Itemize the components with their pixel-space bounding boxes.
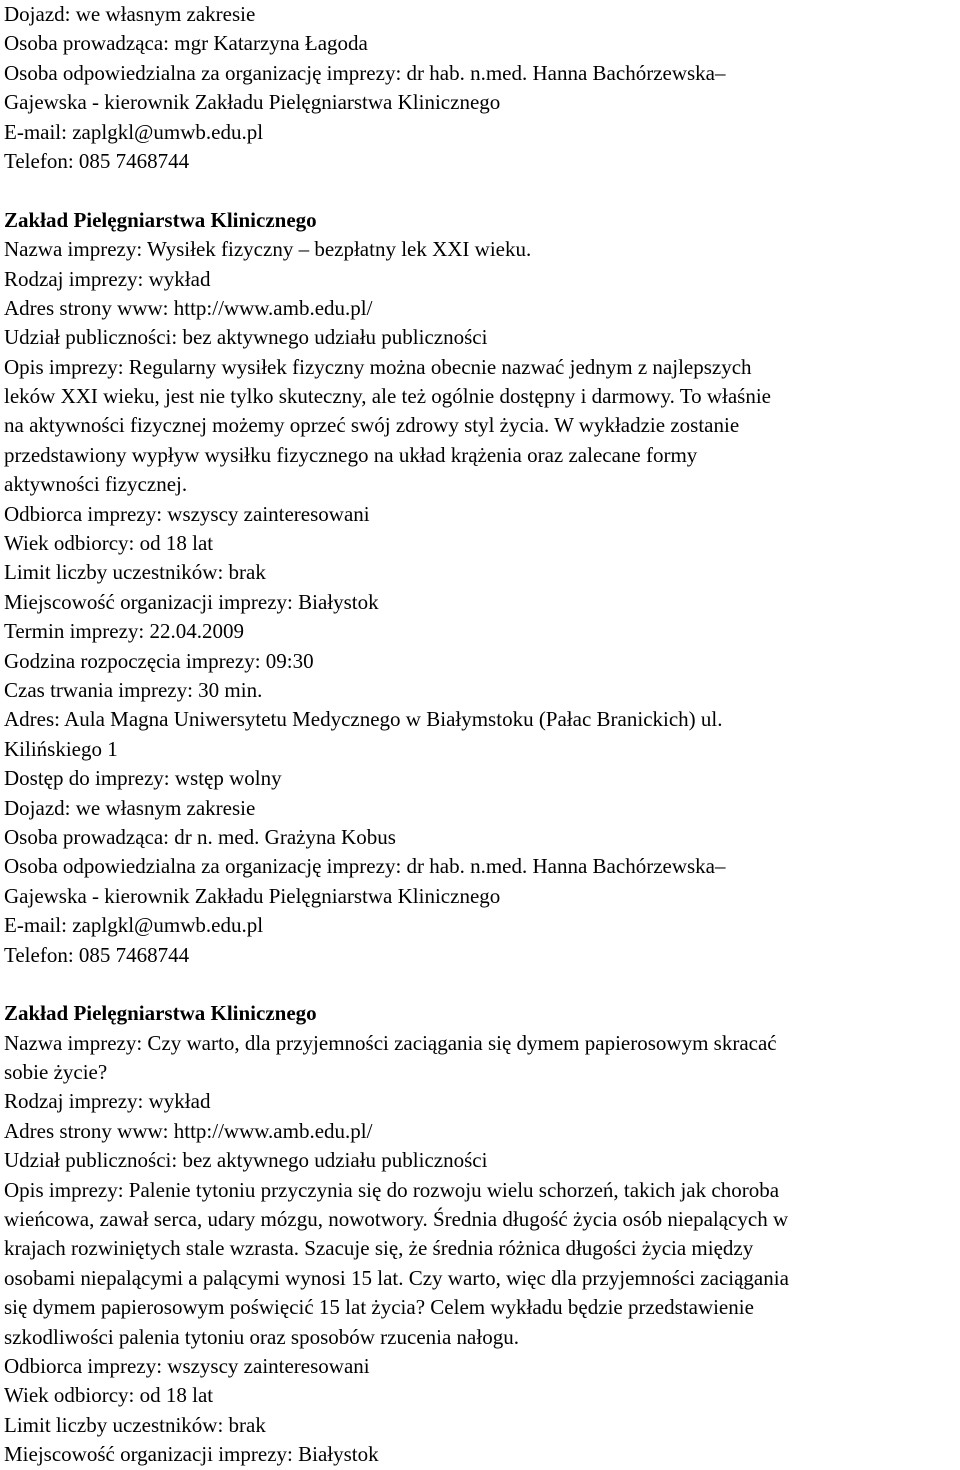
audience-participation: Udział publiczności: bez aktywnego udziału publiczności bbox=[4, 325, 488, 350]
audience-age: Wiek odbiorcy: od 18 lat bbox=[4, 1383, 214, 1408]
start-time: Godzina rozpoczęcia imprezy: 09:30 bbox=[4, 648, 314, 673]
description-line-4: przedstawiony wypływ wysiłku fizycznego na układ krążenia oraz zalecane formy bbox=[4, 442, 698, 467]
event-name-line-2: sobie życie? bbox=[4, 1060, 108, 1085]
participant-limit: Limit liczby uczestników: brak bbox=[4, 1412, 266, 1437]
description-line-2: wieńcowa, zawał serca, udary mózgu, nowotwory. Średnia długość życia osób niepalących w bbox=[4, 1207, 789, 1232]
description-line-3: na aktywności fizycznej możemy oprzeć swój zdrowy styl życia. W wykładzie zostanie bbox=[4, 413, 740, 438]
address-line-1: Adres: Aula Magna Uniwersytetu Medycznego w Białymstoku (Pałac Branickich) ul. bbox=[4, 707, 723, 732]
spacer bbox=[4, 970, 956, 999]
event-name-line-1: Nazwa imprezy: Czy warto, dla przyjemności zaciągania się dymem papierosowym skracać bbox=[4, 1030, 777, 1055]
document-page bbox=[4, 0, 956, 1470]
description-line-3: krajach rozwiniętych stale wzrasta. Szacuje się, że średnia różnica długości życia między bbox=[4, 1236, 754, 1261]
transport-info: Dojazd: we własnym zakresie bbox=[4, 2, 256, 26]
transport-info: Dojazd: we własnym zakresie bbox=[4, 795, 256, 820]
description-line-4: osobami niepalącymi a palącymi wynosi 15 lat. Czy warto, więc dla przyjemności zaciągania bbox=[4, 1265, 789, 1290]
spacer bbox=[4, 176, 956, 205]
responsible-person-line-1: Osoba odpowiedzialna za organizację imprezy: dr hab. n.med. Hanna Bachórzewska– bbox=[4, 854, 726, 879]
target-audience: Odbiorca imprezy: wszyscy zainteresowani bbox=[4, 1353, 370, 1378]
description-line-6: szkodliwości palenia tytoniu oraz sposobów rzucenia nałogu. bbox=[4, 1324, 519, 1349]
event-city: Miejscowość organizacji imprezy: Białystok bbox=[4, 1442, 379, 1467]
event-name: Nazwa imprezy: Wysiłek fizyczny – bezpłatny lek XXI wieku. bbox=[4, 237, 532, 262]
event-type: Rodzaj imprezy: wykład bbox=[4, 1089, 211, 1114]
email-info: E-mail: zaplgkl@umwb.edu.pl bbox=[4, 119, 264, 144]
audience-participation: Udział publiczności: bez aktywnego udziału publiczności bbox=[4, 1148, 488, 1173]
description-line-1: Opis imprezy: Palenie tytoniu przyczynia się do rozwoju wielu schorzeń, takich jak choroba bbox=[4, 1177, 780, 1202]
department-heading: Zakład Pielęgniarstwa Klinicznego bbox=[4, 207, 317, 232]
description-line-1: Opis imprezy: Regularny wysiłek fizyczny można obecnie nazwać jednym z najlepszych bbox=[4, 354, 752, 379]
event-entry-2 bbox=[4, 999, 956, 1469]
website-address: Adres strony www: http://www.amb.edu.pl/ bbox=[4, 1118, 373, 1143]
target-audience: Odbiorca imprezy: wszyscy zainteresowani bbox=[4, 501, 370, 526]
event-date: Termin imprezy: 22.04.2009 bbox=[4, 619, 244, 644]
website-address: Adres strony www: http://www.amb.edu.pl/ bbox=[4, 295, 373, 320]
event-entry-1 bbox=[4, 206, 956, 970]
access-info: Dostęp do imprezy: wstęp wolny bbox=[4, 766, 282, 791]
host-person: Osoba prowadząca: dr n. med. Grażyna Kobus bbox=[4, 824, 396, 849]
duration: Czas trwania imprezy: 30 min. bbox=[4, 677, 263, 702]
phone-info: Telefon: 085 7468744 bbox=[4, 942, 190, 967]
description-line-5: aktywności fizycznej. bbox=[4, 472, 188, 497]
participant-limit: Limit liczby uczestników: brak bbox=[4, 560, 266, 585]
host-person: Osoba prowadząca: mgr Katarzyna Łagoda bbox=[4, 31, 368, 56]
previous-event-contact-block bbox=[4, 0, 956, 176]
description-line-5: się dymem papierosowym poświęcić 15 lat życia? Celem wykładu będzie przedstawienie bbox=[4, 1295, 754, 1320]
address-line-2: Kilińskiego 1 bbox=[4, 736, 118, 761]
responsible-person-line-2: Gajewska - kierownik Zakładu Pielęgniarstwa Klinicznego bbox=[4, 90, 501, 115]
event-type: Rodzaj imprezy: wykład bbox=[4, 266, 211, 291]
phone-info: Telefon: 085 7468744 bbox=[4, 148, 190, 173]
responsible-person-line-1: Osoba odpowiedzialna za organizację imprezy: dr hab. n.med. Hanna Bachórzewska– bbox=[4, 60, 726, 85]
responsible-person-line-2: Gajewska - kierownik Zakładu Pielęgniarstwa Klinicznego bbox=[4, 883, 501, 908]
event-city: Miejscowość organizacji imprezy: Białystok bbox=[4, 589, 379, 614]
department-heading: Zakład Pielęgniarstwa Klinicznego bbox=[4, 1001, 317, 1026]
audience-age: Wiek odbiorcy: od 18 lat bbox=[4, 531, 214, 556]
email-info: E-mail: zaplgkl@umwb.edu.pl bbox=[4, 913, 264, 938]
description-line-2: leków XXI wieku, jest nie tylko skuteczny, ale też ogólnie dostępny i darmowy. To właśnie bbox=[4, 384, 771, 409]
